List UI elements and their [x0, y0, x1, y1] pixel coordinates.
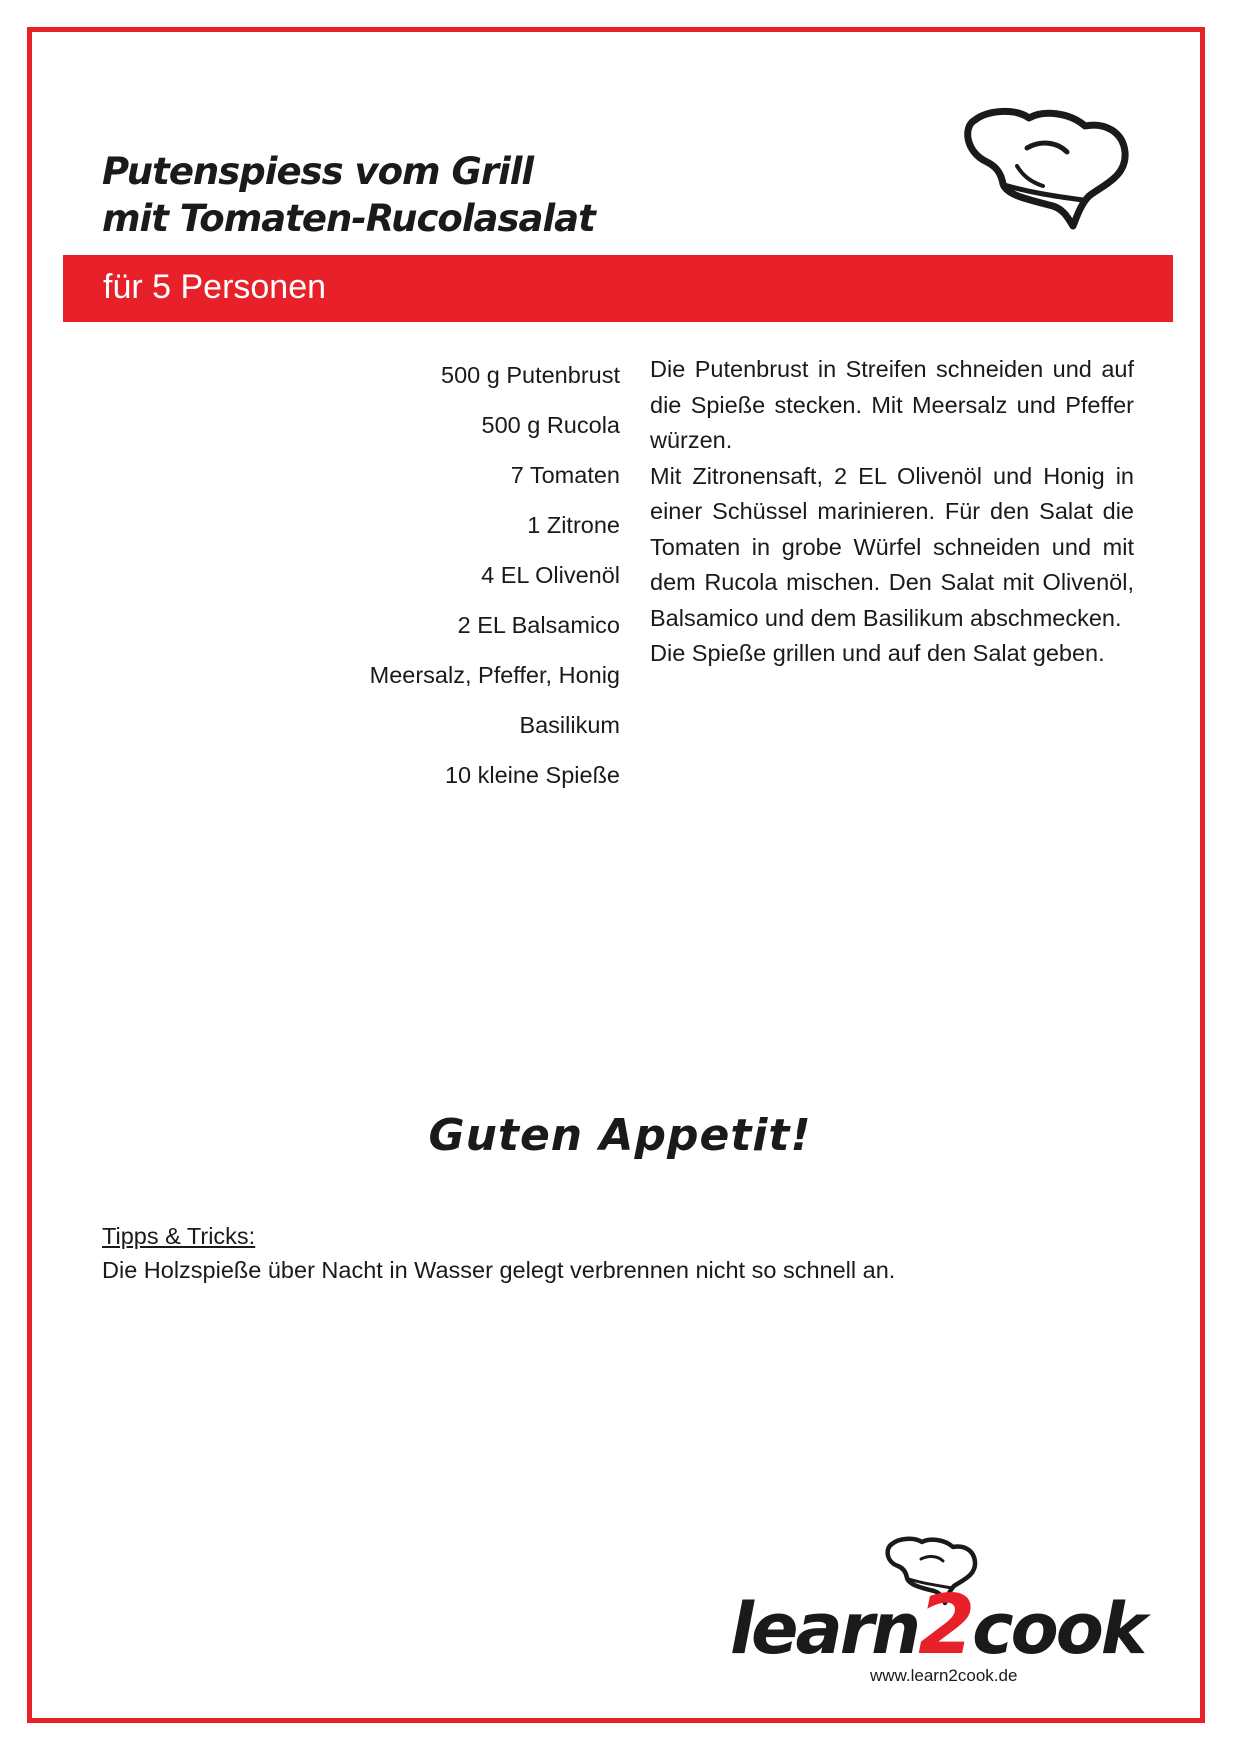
ingredient-item: 2 EL Balsamico — [457, 612, 620, 638]
logo-wordmark — [730, 1578, 1145, 1673]
instructions — [650, 352, 1134, 672]
instruction-paragraph: Die Spieße grillen und auf den Salat geben. — [650, 640, 1105, 666]
servings-banner — [63, 255, 1173, 322]
ingredient-item: 7 Tomaten — [510, 462, 620, 488]
ingredient-list — [300, 350, 620, 800]
ingredient-item: Meersalz, Pfeffer, Honig — [369, 662, 620, 688]
instruction-paragraph: Mit Zitronensaft, 2 EL Olivenöl und Honig in einer Schüssel marinieren. Für den Salat die Tomaten in grobe Würfel schneiden und mit dem Rucola mischen. Den Salat mit Olivenöl, Balsamico und dem Basilikum abschmecken. — [650, 462, 1134, 631]
logo-part-learn: learn — [730, 1588, 919, 1670]
website-url[interactable]: www.learn2cook.de — [870, 1666, 1018, 1685]
recipe-title — [102, 148, 595, 242]
closing-text: Guten Appetit! — [428, 1110, 812, 1161]
ingredient-item: 4 EL Olivenöl — [481, 562, 620, 588]
recipe-title-line-2: mit Tomaten-Rucolasalat — [102, 197, 595, 240]
ingredient-item: 500 g Putenbrust — [441, 362, 620, 388]
instruction-paragraph: Die Putenbrust in Streifen schneiden und auf die Spieße stecken. Mit Meersalz und Pfeffer würzen. — [650, 356, 1134, 453]
servings-text: für 5 Personen — [103, 268, 327, 306]
ingredient-item: 1 Zitrone — [527, 512, 620, 538]
logo-part-2: 2 — [918, 1578, 973, 1673]
ingredient-item: 10 kleine Spieße — [444, 762, 620, 788]
recipe-title-line-1: Putenspiess vom Grill — [102, 150, 534, 193]
tips-text: Die Holzspieße über Nacht in Wasser gelegt verbrennen nicht so schnell an. — [102, 1257, 896, 1283]
ingredient-item: Basilikum — [519, 712, 620, 738]
brand-logo — [730, 1528, 1145, 1688]
tips-heading: Tipps & Tricks: — [102, 1223, 256, 1249]
chef-hat-icon — [957, 92, 1137, 232]
logo-part-cook: cook — [972, 1588, 1145, 1670]
ingredient-item: 500 g Rucola — [481, 412, 620, 438]
